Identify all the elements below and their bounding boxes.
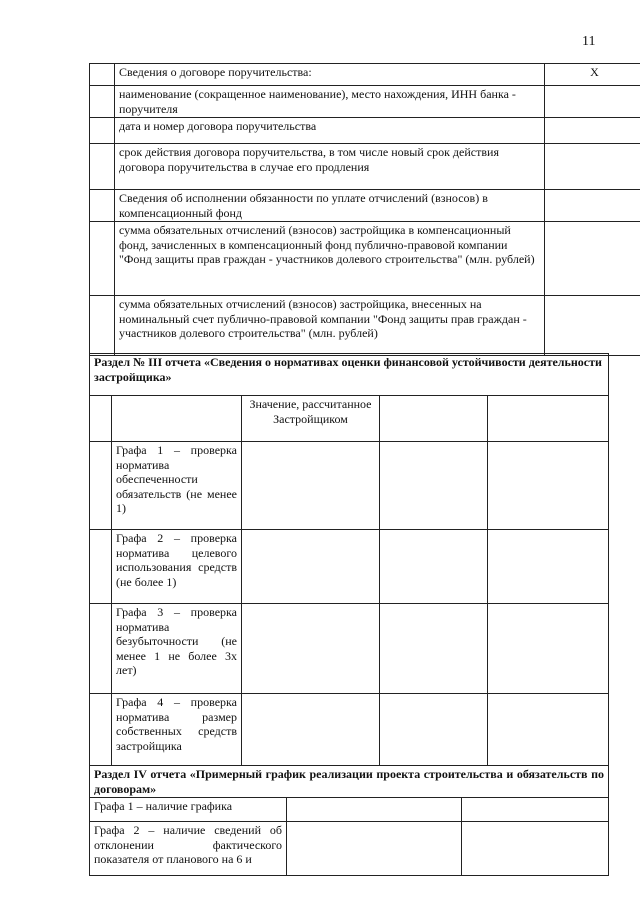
guarantee-table bbox=[89, 63, 640, 356]
section3-heading: Раздел № III отчета «Сведения о нормативах оценки финансовой устойчивости деятельности застройщика» bbox=[90, 354, 609, 396]
table-row bbox=[90, 442, 609, 530]
guarantee-title: Сведения о договоре поручительства: bbox=[115, 64, 545, 86]
table-row bbox=[90, 86, 640, 118]
table-row bbox=[90, 396, 609, 442]
section3-row-text: Графа 2 – проверка норматива целевого использования средств (не более 1) bbox=[112, 530, 242, 604]
guarantee-row-text: наименование (сокращенное наименование), место нахождения, ИНН банка - поручителя bbox=[115, 86, 545, 118]
section3-row-text: Графа 4 – проверка норматива размер собственных средств застройщика bbox=[112, 694, 242, 766]
table-row bbox=[90, 354, 609, 396]
table-row bbox=[90, 190, 640, 222]
table-row bbox=[90, 766, 609, 798]
section4-row-text: Графа 1 – наличие графика bbox=[90, 798, 287, 822]
table-row bbox=[90, 798, 609, 822]
section3-column-header: Значение, рассчитанное Застройщиком bbox=[242, 396, 380, 442]
section4-row-text: Графа 2 – наличие сведений об отклонении фактического показателя от планового на 6 и bbox=[90, 822, 287, 876]
guarantee-row-text: сумма обязательных отчислений (взносов) застройщика, внесенных на номинальный счет публично-правовой компании "Фонд защиты прав граждан - участников долевого строительства" (млн. рублей) bbox=[115, 296, 545, 356]
guarantee-row-text: дата и номер договора поручительства bbox=[115, 118, 545, 144]
table-row bbox=[90, 694, 609, 766]
table-row bbox=[90, 118, 640, 144]
page-number: 11 bbox=[582, 34, 596, 49]
table-row bbox=[90, 222, 640, 296]
guarantee-row-text: сумма обязательных отчислений (взносов) застройщика в компенсационный фонд, зачисленных в компенсационный фонд публично-правовой компании "Фонд защиты прав граждан - участников долевого строительства" (млн. рублей) bbox=[115, 222, 545, 296]
table-row bbox=[90, 530, 609, 604]
guarantee-title-mark: X bbox=[545, 64, 640, 86]
table-row bbox=[90, 296, 640, 356]
section3-row-text: Графа 3 – проверка норматива безубыточности (не менее 1 не более 3х лет) bbox=[112, 604, 242, 694]
guarantee-row-text: срок действия договора поручительства, в том числе новый срок действия договора поручительства в случае его продления bbox=[115, 144, 545, 190]
section3-row-text: Графа 1 – проверка норматива обеспеченности обязательств (не менее 1) bbox=[112, 442, 242, 530]
guarantee-row-text: Сведения об исполнении обязанности по уплате отчислений (взносов) в компенсационный фонд bbox=[115, 190, 545, 222]
table-row bbox=[90, 64, 640, 86]
section3-table bbox=[89, 353, 609, 766]
section4-table bbox=[89, 765, 609, 876]
table-row bbox=[90, 144, 640, 190]
section4-heading: Раздел IV отчета «Примерный график реализации проекта строительства и обязательств по договорам» bbox=[90, 766, 609, 798]
table-row bbox=[90, 604, 609, 694]
table-row bbox=[90, 822, 609, 876]
